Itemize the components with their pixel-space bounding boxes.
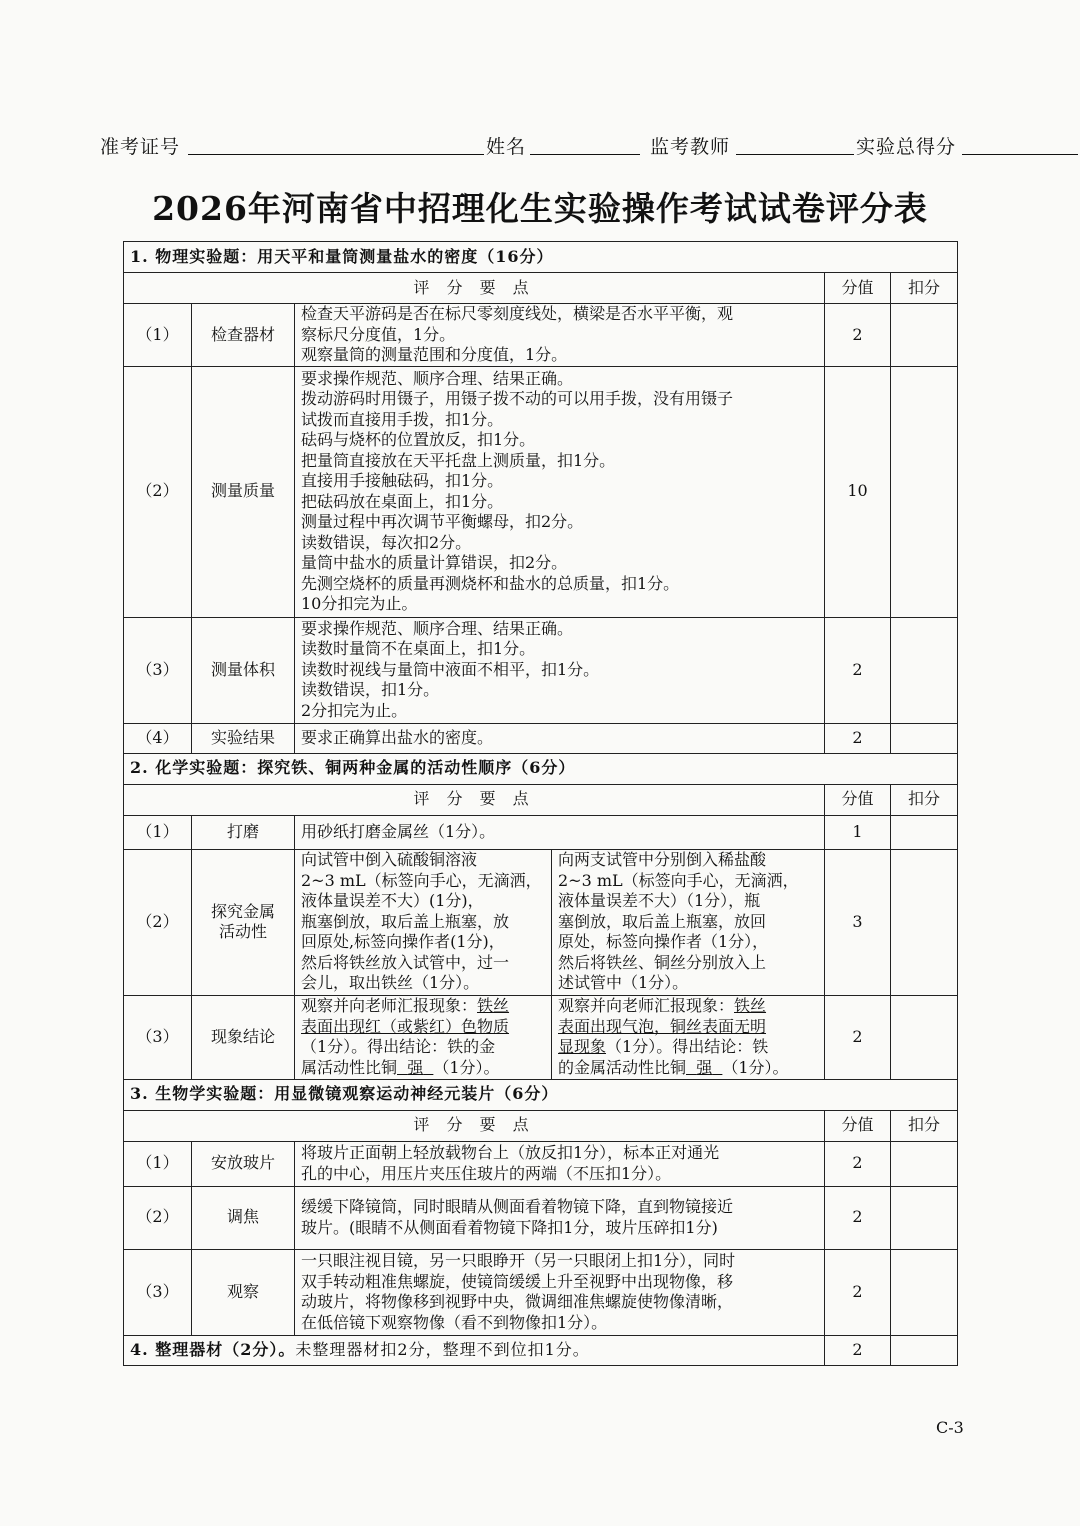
- deduct-cell[interactable]: [891, 1249, 958, 1335]
- deduct-cell[interactable]: [891, 1141, 958, 1186]
- points-header: 评 分 要 点: [124, 273, 825, 304]
- table-row: [124, 995, 958, 1079]
- row-number: （3）: [124, 995, 192, 1079]
- row-score: 3: [825, 849, 891, 995]
- deduct-cell[interactable]: [891, 849, 958, 995]
- score-header: 分值: [825, 1110, 891, 1141]
- row-number: （1）: [124, 304, 192, 367]
- chemistry-header-row: [124, 784, 958, 815]
- total-score-blank[interactable]: [962, 154, 1078, 155]
- row-number: （2）: [124, 1186, 192, 1249]
- deduct-cell[interactable]: [891, 1335, 958, 1365]
- row-score: 2: [825, 1335, 891, 1365]
- name-label: 姓名: [486, 136, 527, 158]
- row-number: （1）: [124, 815, 192, 849]
- row-score: 2: [825, 1249, 891, 1335]
- exam-number-blank[interactable]: [188, 154, 484, 155]
- deduct-cell[interactable]: [891, 723, 958, 753]
- row-score: 2: [825, 723, 891, 753]
- row-score: 1: [825, 815, 891, 849]
- row-item: 测量质量: [192, 366, 295, 617]
- page-title: 2026年河南省中招理化生实验操作考试试卷评分表: [152, 189, 928, 228]
- table-row: [124, 304, 958, 367]
- row-score: 2: [825, 1141, 891, 1186]
- row-criteria: 要求操作规范、顺序合理、结果正确。 拨动游码时用镊子，用镊子拨不动的可以用手拨，没有用镊子 试拨而直接用手拨，扣1分。 砝码与烧杯的位置放反，扣1分。 把量筒直接放在天平托盘上测质量，扣1分。 直接用手接触砝码，扣1分。 把砝码放在桌面上，扣1分。 测量过程中再次调节平衡螺母，扣2分。 读数错误，每次扣2分。 量筒中盐水的质量计算错误，扣2分。 先测空烧杯的质量再测烧杯和盐水的总质量，扣1分。 10分扣完为止。: [295, 366, 825, 617]
- points-header: 评 分 要 点: [124, 784, 825, 815]
- row-number: （2）: [124, 849, 192, 995]
- row-criteria: 要求操作规范、顺序合理、结果正确。 读数时量筒不在桌面上，扣1分。 读数时视线与量筒中液面不相平，扣1分。 读数错误，扣1分。 2分扣完为止。: [295, 617, 825, 723]
- physics-section-row: [124, 242, 958, 273]
- chemistry-section-title: 2. 化学实验题：探究铁、铜两种金属的活动性顺序（6分）: [124, 753, 958, 784]
- row-criteria: 要求正确算出盐水的密度。: [295, 723, 825, 753]
- row-score: 10: [825, 366, 891, 617]
- row-criteria: 缓缓下降镜筒，同时眼睛从侧面看着物镜下降，直到物镜接近 玻片。(眼睛不从侧面看着物镜下降扣1分，玻片压碎扣1分): [295, 1186, 825, 1249]
- deduct-cell[interactable]: [891, 995, 958, 1079]
- row-item: 测量体积: [192, 617, 295, 723]
- physics-header-row: [124, 273, 958, 304]
- tidy-row: [124, 1335, 958, 1365]
- row-item: 实验结果: [192, 723, 295, 753]
- scoring-table: [123, 241, 958, 1366]
- deduct-header: 扣分: [891, 273, 958, 304]
- deduct-cell[interactable]: [891, 815, 958, 849]
- row-criteria: 一只眼注视目镜，另一只眼睁开（另一只眼闭上扣1分），同时 双手转动粗准焦螺旋，使镜筒缓缓上升至视野中出现物像，移 动玻片，将物像移到视野中央，微调细准焦螺旋使物像清晰， 在低倍镜下观察物像（看不到物像扣1分）。: [295, 1249, 825, 1335]
- chemistry-section-row: [124, 753, 958, 784]
- biology-section-row: [124, 1079, 958, 1110]
- score-header: 分值: [825, 273, 891, 304]
- row-number: （4）: [124, 723, 192, 753]
- table-row: [124, 1249, 958, 1335]
- row-score: 2: [825, 995, 891, 1079]
- deduct-cell[interactable]: [891, 304, 958, 367]
- proctor-label: 监考教师: [650, 136, 731, 158]
- table-row: [124, 1141, 958, 1186]
- row-criteria: 检查天平游码是否在标尺零刻度线处，横梁是否水平平衡，观 察标尺分度值，1分。 观察量筒的测量范围和分度值，1分。: [295, 304, 825, 367]
- proctor-blank[interactable]: [736, 154, 854, 155]
- table-row: [124, 1186, 958, 1249]
- table-row: [124, 815, 958, 849]
- physics-section-title: 1. 物理实验题：用天平和量筒测量盐水的密度（16分）: [124, 242, 958, 273]
- score-header: 分值: [825, 784, 891, 815]
- deduct-cell[interactable]: [891, 366, 958, 617]
- method-one-criteria: 向试管中倒入硫酸铜溶液 2~3 mL（标签向手心，无滴洒， 液体量误差不大）(1分)， 瓶塞倒放，取后盖上瓶塞，放 回原处,标签向操作者(1分)， 然后将铁丝放入试管中，过一 会儿，取出铁丝（1分）。: [295, 849, 552, 995]
- row-number: （3）: [124, 617, 192, 723]
- row-item: 调焦: [192, 1186, 295, 1249]
- biology-section-title: 3. 生物学实验题：用显微镜观察运动神经元装片（6分）: [124, 1079, 958, 1110]
- name-blank[interactable]: [530, 154, 640, 155]
- exam-number-label: 准考证号: [100, 136, 181, 158]
- row-criteria: 将玻片正面朝上轻放载物台上（放反扣1分），标本正对通光 孔的中心，用压片夹压住玻片的两端（不压扣1分）。: [295, 1141, 825, 1186]
- row-number: （1）: [124, 1141, 192, 1186]
- points-header: 评 分 要 点: [124, 1110, 825, 1141]
- candidate-info-line: [100, 130, 980, 160]
- row-item: 探究金属 活动性: [192, 849, 295, 995]
- tidy-text: 4. 整理器材（2分）。未整理器材扣2分，整理不到位扣1分。: [124, 1335, 825, 1365]
- deduct-cell[interactable]: [891, 617, 958, 723]
- row-score: 2: [825, 1186, 891, 1249]
- row-item: 检查器材: [192, 304, 295, 367]
- deduct-cell[interactable]: [891, 1186, 958, 1249]
- table-row: [124, 617, 958, 723]
- biology-header-row: [124, 1110, 958, 1141]
- table-row: [124, 723, 958, 753]
- table-row: [124, 366, 958, 617]
- method-two-criteria: 向两支试管中分别倒入稀盐酸 2~3 mL（标签向手心，无滴洒， 液体量误差不大）（1分），瓶 塞倒放，取后盖上瓶塞，放回 原处，标签向操作者（1分）， 然后将铁丝、铜丝分别放入上 述试管中（1分）。: [552, 849, 825, 995]
- row-item: 现象结论: [192, 995, 295, 1079]
- page-number: C-3: [936, 1418, 964, 1437]
- method-two-conclusion: 观察并向老师汇报现象：铁丝 表面出现气泡，铜丝表面无明 显现象（1分）。得出结论：铁 的金属活动性比铜 强 （1分）。: [552, 995, 825, 1079]
- row-criteria: 用砂纸打磨金属丝（1分）。: [295, 815, 825, 849]
- total-score-label: 实验总得分: [856, 136, 957, 158]
- row-item: 观察: [192, 1249, 295, 1335]
- row-score: 2: [825, 304, 891, 367]
- deduct-header: 扣分: [891, 1110, 958, 1141]
- row-number: （3）: [124, 1249, 192, 1335]
- deduct-header: 扣分: [891, 784, 958, 815]
- method-one-conclusion: 观察并向老师汇报现象：铁丝 表面出现红（或紫红）色物质 （1分）。得出结论：铁的金 属活动性比铜 强 （1分）。: [295, 995, 552, 1079]
- row-score: 2: [825, 617, 891, 723]
- table-row: [124, 849, 958, 995]
- row-item: 安放玻片: [192, 1141, 295, 1186]
- row-item: 打磨: [192, 815, 295, 849]
- row-number: （2）: [124, 366, 192, 617]
